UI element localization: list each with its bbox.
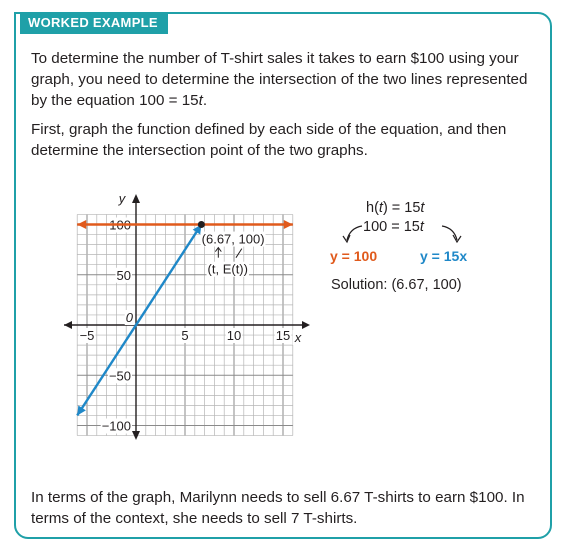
series-line-y-15x bbox=[77, 225, 201, 416]
intersection-graph bbox=[60, 190, 310, 440]
point-function-label: (t, E(t)) bbox=[207, 261, 248, 277]
x-axis-label: x bbox=[294, 330, 302, 345]
graph-annotations bbox=[201, 232, 266, 277]
worked-example-tag: WORKED EXAMPLE bbox=[20, 12, 168, 34]
eq2-var: t bbox=[419, 219, 424, 235]
x-tick-label: 15 bbox=[275, 328, 291, 343]
y-tick-label: 50 bbox=[116, 267, 131, 283]
series-arrowhead-end-icon bbox=[284, 220, 293, 229]
label-arrow-diag-icon bbox=[236, 249, 242, 258]
solution-text: Solution: (6.67, 100) bbox=[331, 277, 462, 293]
intro-period: . bbox=[202, 92, 208, 109]
point-label: (6.67, 100) bbox=[201, 231, 265, 247]
origin-label: 0 bbox=[125, 310, 133, 325]
equation-100-15t bbox=[363, 219, 424, 235]
intersection-point bbox=[198, 221, 205, 228]
y-axis-top-arrow-icon bbox=[132, 194, 140, 203]
intro-text: To determine the number of T-shirt sales it takes to earn $100 using your graph, you need to determine the intersection of the two lines represented by the equation 100 = 15 bbox=[31, 50, 528, 109]
conclusion-paragraph: In terms of the graph, Marilynn needs to sell 6.67 T-shirts to earn $100. In terms of the context, she needs to sell 7 T-shirts. bbox=[31, 489, 525, 527]
x-tick-label: 10 bbox=[226, 328, 242, 343]
x-tick-label: 5 bbox=[181, 328, 189, 343]
arrow-right-icon bbox=[440, 222, 466, 246]
eq1-part-b: ) = 15 bbox=[382, 200, 421, 216]
y-tick-label: −100 bbox=[101, 418, 131, 434]
instruction-paragraph: First, graph the function defined by each side of the equation, and then determine the intersection point of the two graphs. bbox=[31, 121, 507, 159]
intro-paragraph bbox=[31, 48, 536, 111]
eq1-var: t bbox=[378, 200, 383, 216]
x-axis-right-arrow-icon bbox=[302, 321, 310, 329]
label-y-100: y = 100 bbox=[330, 248, 378, 264]
arrow-left-icon bbox=[340, 222, 366, 246]
intro-variable: t bbox=[198, 92, 203, 109]
x-tick-label: −5 bbox=[79, 328, 95, 343]
y-tick-label: 100 bbox=[109, 217, 131, 233]
y-tick-label: −50 bbox=[108, 368, 131, 384]
series-arrowhead-start-icon bbox=[77, 220, 86, 229]
eq2-part-a: 100 = 15 bbox=[363, 219, 420, 235]
function-equation bbox=[366, 200, 424, 216]
graph-tick-labels bbox=[79, 191, 303, 434]
x-axis-left-arrow-icon bbox=[64, 321, 72, 329]
eq1-var2: t bbox=[420, 200, 425, 216]
label-y-15x: y = 15x bbox=[420, 248, 468, 264]
y-axis-label: y bbox=[118, 191, 126, 206]
eq1-part-a: h( bbox=[366, 200, 379, 216]
